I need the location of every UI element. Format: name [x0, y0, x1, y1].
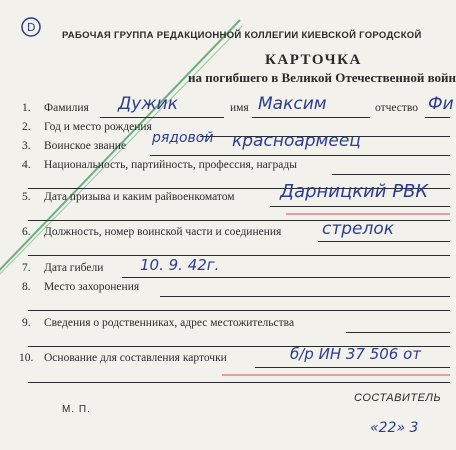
- red-pencil-underline: [222, 374, 450, 376]
- blank-line: [28, 382, 450, 383]
- birth-label: Год и место рождения: [44, 121, 152, 133]
- rank-value-a: рядовой: [152, 130, 214, 146]
- rank-line: [150, 155, 450, 156]
- card-title: КАРТОЧКА: [265, 52, 362, 68]
- surname-label: Фамилия: [44, 102, 89, 114]
- red-pencil-underline: [286, 213, 450, 215]
- field-number: 8.: [22, 281, 31, 293]
- basis-line: [255, 367, 450, 368]
- corner-handwritten-mark: [20, 16, 42, 38]
- first-name-label: имя: [230, 102, 249, 114]
- field-number: 1.: [22, 102, 31, 114]
- compilation-date: «22» 3: [370, 420, 419, 436]
- stamp-place-label: М. П.: [62, 404, 91, 415]
- nationality-label: Национальность, партийность, профессия, награды: [44, 159, 297, 171]
- draft-value: Дарницкий РВК: [280, 181, 429, 202]
- position-line: [318, 241, 450, 242]
- basis-value: б/р ИН 37 506 от: [290, 345, 422, 363]
- death-date-line: [122, 277, 450, 278]
- field-number: 7.: [22, 262, 31, 274]
- first-name-value: Максим: [258, 94, 327, 114]
- position-value: стрелок: [322, 219, 395, 239]
- death-date-value: 10. 9. 42г.: [140, 256, 220, 274]
- field-number: 9.: [22, 317, 31, 329]
- burial-label: Место захоронения: [44, 281, 140, 293]
- field-number: 5.: [22, 191, 31, 203]
- surname-line: [100, 117, 224, 118]
- field-number: 6.: [22, 226, 31, 238]
- draft-line: [270, 206, 450, 207]
- field-number: 4.: [22, 159, 31, 171]
- blank-line: [28, 255, 450, 256]
- rank-value-b: красноармеец: [232, 131, 361, 151]
- first-name-line: [252, 117, 370, 118]
- patronymic-value: Фи: [428, 94, 454, 114]
- basis-label: Основание для составления карточки: [44, 352, 227, 364]
- patronymic-label: отчество: [375, 102, 419, 114]
- field-number: 2.: [22, 121, 31, 133]
- position-label: Должность, номер воинской части и соединения: [44, 226, 282, 238]
- relatives-line: [346, 332, 450, 333]
- burial-line: [160, 296, 450, 297]
- svg-text:D: D: [27, 21, 36, 34]
- card-subtitle: на погибшего в Великой Отечественной войн: [188, 70, 456, 85]
- rank-label: Воинское звание: [44, 140, 127, 152]
- organization-header: РАБОЧАЯ ГРУППА РЕДАКЦИОННОЙ КОЛЛЕГИИ КИЕВСКОЙ ГОРОДСКОЙ: [62, 30, 422, 41]
- blank-line: [28, 310, 450, 311]
- relatives-label: Сведения о родственниках, адрес местожительства: [44, 317, 295, 329]
- draft-label: Дата призыва и каким райвоенкоматом: [44, 191, 235, 203]
- nationality-line: [332, 174, 450, 175]
- patronymic-line: [425, 117, 450, 118]
- death-date-label: Дата гибели: [44, 262, 104, 274]
- surname-value: Дужик: [118, 94, 178, 114]
- compiler-label: СОСТАВИТЕЛЬ: [354, 392, 442, 404]
- field-number: 3.: [22, 140, 31, 152]
- field-number: 10.: [19, 352, 34, 364]
